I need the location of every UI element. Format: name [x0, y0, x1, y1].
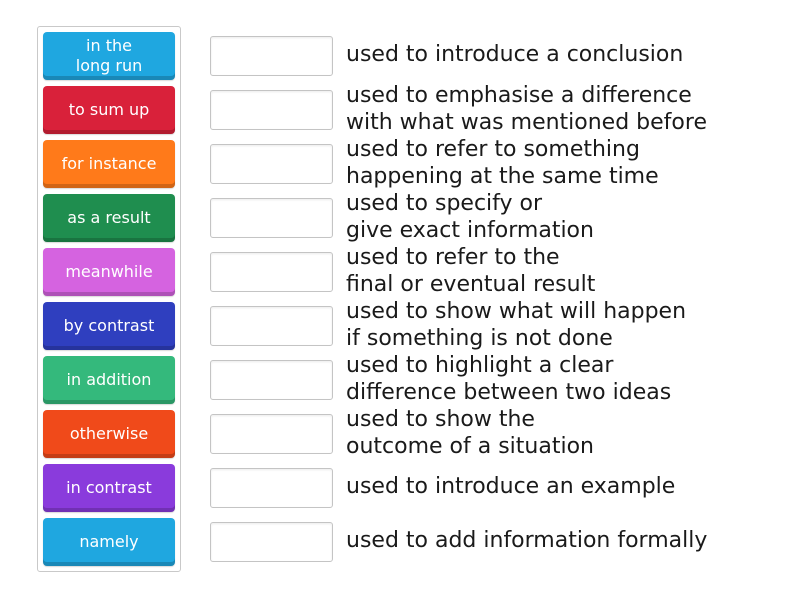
tile-label: in addition [66, 370, 152, 389]
description-7: used to highlight a clear difference between two ideas [346, 353, 672, 405]
tile-label: namely [79, 532, 139, 551]
description-2: used to emphasise a difference with what was mentioned before [346, 83, 707, 135]
description-6: used to show what will happen if something is not done [346, 299, 687, 351]
description-3: used to refer to something happening at the same time [346, 137, 659, 189]
tile-by-contrast[interactable] [43, 302, 175, 350]
drop-slot-3[interactable] [210, 144, 333, 184]
tile-in-the-long-run[interactable] [43, 32, 175, 80]
tile-in-contrast[interactable] [43, 464, 175, 512]
tile-label: otherwise [69, 424, 149, 443]
drop-slot-4[interactable] [210, 198, 333, 238]
drop-slot-5[interactable] [210, 252, 333, 292]
description-5: used to refer to the final or eventual result [346, 245, 596, 297]
drop-slot-1[interactable] [210, 36, 333, 76]
drop-slot-9[interactable] [210, 468, 333, 508]
description-8: used to show the outcome of a situation [346, 407, 594, 459]
tile-label: for instance [61, 154, 157, 173]
drop-slot-8[interactable] [210, 414, 333, 454]
tile-otherwise[interactable] [43, 410, 175, 458]
tile-to-sum-up[interactable] [43, 86, 175, 134]
tile-for-instance[interactable] [43, 140, 175, 188]
tile-label: to sum up [68, 100, 150, 119]
description-1: used to introduce a conclusion [346, 42, 684, 67]
tile-label: in the long run [75, 36, 143, 75]
description-4: used to specify or give exact information [346, 191, 594, 243]
drop-slot-7[interactable] [210, 360, 333, 400]
tile-namely[interactable] [43, 518, 175, 566]
drop-slot-10[interactable] [210, 522, 333, 562]
tile-label: as a result [67, 208, 151, 227]
tile-in-addition[interactable] [43, 356, 175, 404]
tile-label: meanwhile [65, 262, 153, 281]
tile-meanwhile[interactable] [43, 248, 175, 296]
description-10: used to add information formally [346, 528, 708, 553]
tile-label: by contrast [63, 316, 155, 335]
tile-label: in contrast [66, 478, 152, 497]
tile-as-a-result[interactable] [43, 194, 175, 242]
drop-slot-6[interactable] [210, 306, 333, 346]
description-9: used to introduce an example [346, 474, 676, 499]
drop-slot-2[interactable] [210, 90, 333, 130]
